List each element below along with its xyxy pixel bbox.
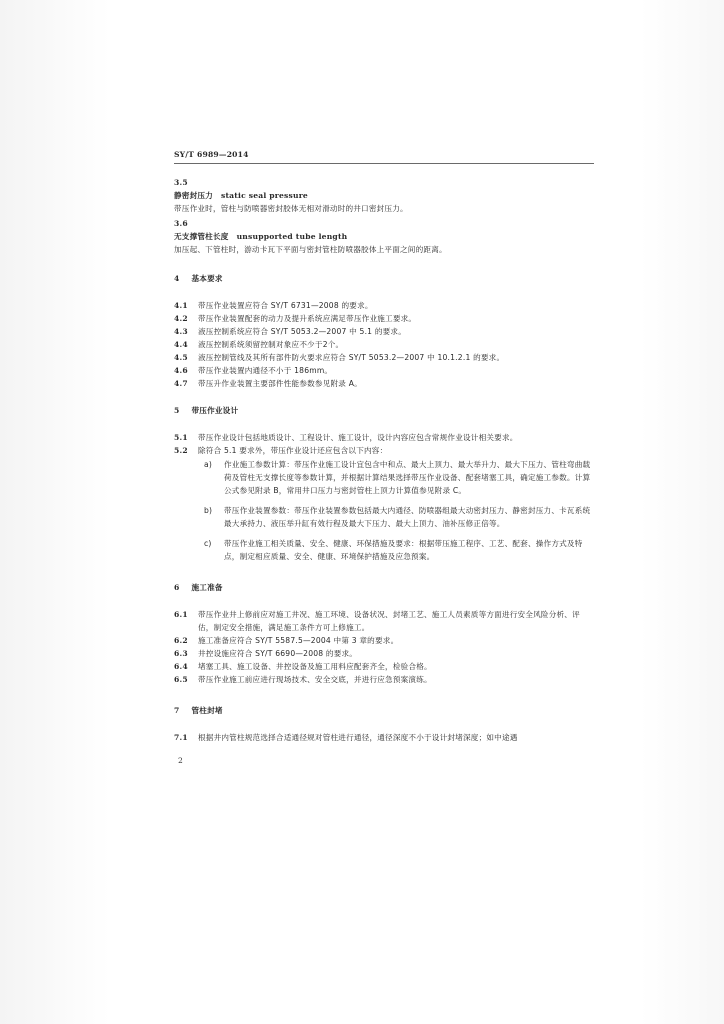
term-number: 3.6 bbox=[174, 219, 188, 228]
clause-text: 堵塞工具、施工设备、井控设备及施工用料应配套齐全，检验合格。 bbox=[198, 662, 432, 671]
term-definition: 带压作业时，管柱与防喷器密封胶体无相对滑动时的井口密封压力。 bbox=[174, 204, 408, 213]
clause-text: 带压升作业装置主要部件性能参数参见附录 A。 bbox=[198, 379, 362, 388]
clause bbox=[174, 325, 594, 338]
clause-text: 带压作业装置应符合 SY/T 6731—2008 的要求。 bbox=[198, 301, 373, 310]
clause bbox=[174, 312, 594, 325]
clause-number: 4.1 bbox=[174, 301, 188, 310]
clause-text: 井控设施应符合 SY/T 6690—2008 的要求。 bbox=[198, 649, 358, 658]
term-english: unsupported tube length bbox=[236, 232, 348, 241]
clause-text: 液压控制系统须留控制对象应不少于2个。 bbox=[198, 340, 344, 349]
list-item bbox=[174, 504, 594, 530]
clause bbox=[174, 351, 594, 364]
section-number: 5 bbox=[174, 406, 180, 415]
term-definition: 加压起、下管柱时，游动卡瓦下平面与密封管柱防喷器胶体上平面之间的距离。 bbox=[174, 245, 447, 254]
clause-number: 6.3 bbox=[174, 649, 188, 658]
clause-text: 带压作业施工前应进行现场技术、安全交底，并进行应急预案演练。 bbox=[198, 675, 432, 684]
section-5-heading bbox=[174, 404, 594, 417]
list-item bbox=[174, 458, 594, 497]
clause-number: 4.5 bbox=[174, 353, 188, 362]
section-4-heading bbox=[174, 272, 594, 285]
clause bbox=[174, 338, 594, 351]
standard-number: SY/T 6989—2014 bbox=[174, 150, 249, 159]
section-title: 管柱封堵 bbox=[191, 706, 223, 715]
clause bbox=[174, 431, 594, 444]
clause-number: 4.6 bbox=[174, 366, 188, 375]
clause-number: 5.2 bbox=[174, 446, 188, 455]
section-number: 6 bbox=[174, 583, 180, 592]
term-number: 3.5 bbox=[174, 178, 188, 187]
clause-number: 6.4 bbox=[174, 662, 188, 671]
list-item-label: c) bbox=[204, 539, 212, 548]
clause-number: 4.2 bbox=[174, 314, 188, 323]
list-item-text: 作业施工参数计算：带压作业施工设计宜包含中和点、最大上顶力、最大举升力、最大下压力、管柱弯曲载荷及管柱无支撑长度等参数计算，并根据计算结果选择带压作业设备、配套堵塞工具，确定施工参数。计算公式参见附录 B，常用井口压力与密封管柱上顶力计算值参见附录 C。 bbox=[224, 460, 591, 495]
clause bbox=[174, 660, 594, 673]
list-item-label: b) bbox=[204, 506, 213, 515]
clause-text: 液压控制系统应符合 SY/T 5053.2—2007 中 5.1 的要求。 bbox=[198, 327, 407, 336]
clause-number: 4.4 bbox=[174, 340, 188, 349]
clause bbox=[174, 608, 594, 634]
section-title: 施工准备 bbox=[191, 583, 223, 592]
term-english: static seal pressure bbox=[220, 191, 308, 200]
clause bbox=[174, 377, 594, 390]
clause-text: 施工准备应符合 SY/T 5587.5—2004 中第 3 章的要求。 bbox=[198, 636, 399, 645]
clause bbox=[174, 673, 594, 686]
section-6-heading bbox=[174, 581, 594, 594]
term-chinese: 静密封压力 bbox=[174, 191, 213, 200]
page-number: 2 bbox=[178, 756, 183, 765]
section-title: 基本要求 bbox=[191, 274, 223, 283]
list-item-label: a) bbox=[204, 460, 213, 469]
clause-number: 6.1 bbox=[174, 610, 188, 619]
section-7-heading bbox=[174, 704, 594, 717]
term-3-5 bbox=[174, 176, 594, 215]
term-heading bbox=[174, 189, 594, 202]
term-heading bbox=[174, 230, 594, 243]
clause-text: 根据井内管柱规范选择合适通径规对管柱进行通径，通径深度不小于设计封堵深度；如中途遇 bbox=[198, 733, 518, 742]
clause-text: 液压控制管线及其所有部件防火要求应符合 SY/T 5053.2—2007 中 10.1.2.1 的要求。 bbox=[198, 353, 505, 362]
term-3-6 bbox=[174, 217, 594, 256]
clause bbox=[174, 731, 594, 744]
section-number: 4 bbox=[174, 274, 180, 283]
clause-text: 带压作业设计包括地质设计、工程设计、施工设计，设计内容应包含常规作业设计相关要求。 bbox=[198, 433, 518, 442]
clause bbox=[174, 647, 594, 660]
clause-text: 除符合 5.1 要求外，带压作业设计还应包含以下内容： bbox=[198, 446, 388, 455]
clause bbox=[174, 634, 594, 647]
section-title: 带压作业设计 bbox=[191, 406, 239, 415]
clause-text: 带压作业装置配套的动力及提升系统应满足带压作业施工要求。 bbox=[198, 314, 417, 323]
clause bbox=[174, 364, 594, 377]
clause-number: 4.3 bbox=[174, 327, 188, 336]
list-item-text: 带压作业装置参数：带压作业装置参数包括最大内通径、防喷器组最大动密封压力、静密封压力、卡瓦系统最大承持力、液压举升缸有效行程及最大下压力、最大上顶力、油补压修正倍等。 bbox=[224, 506, 591, 528]
page-content bbox=[174, 148, 594, 744]
section-number: 7 bbox=[174, 706, 180, 715]
clause-number: 6.5 bbox=[174, 675, 188, 684]
clause-number: 5.1 bbox=[174, 433, 188, 442]
list-item bbox=[174, 537, 594, 563]
clause-number: 4.7 bbox=[174, 379, 188, 388]
clause-number: 7.1 bbox=[174, 733, 188, 742]
clause bbox=[174, 299, 594, 312]
list-item-text: 带压作业施工相关质量、安全、健康、环保措施及要求：根据带压施工程序、工艺、配套、操作方式及特点，制定相应质量、安全、健康、环境保护措施及应急预案。 bbox=[224, 539, 583, 561]
header-rule bbox=[174, 163, 594, 164]
clause-number: 6.2 bbox=[174, 636, 188, 645]
clause-text: 带压作业装置内通径不小于 186mm。 bbox=[198, 366, 333, 375]
term-chinese: 无支撑管柱长度 bbox=[174, 232, 229, 241]
clause bbox=[174, 444, 594, 457]
clause-text: 带压作业井上修前应对施工井况、施工环境、设备状况、封堵工艺、施工人员素质等方面进行安全风险分析、评估，制定安全措施，满足施工条件方可上修施工。 bbox=[198, 610, 580, 632]
